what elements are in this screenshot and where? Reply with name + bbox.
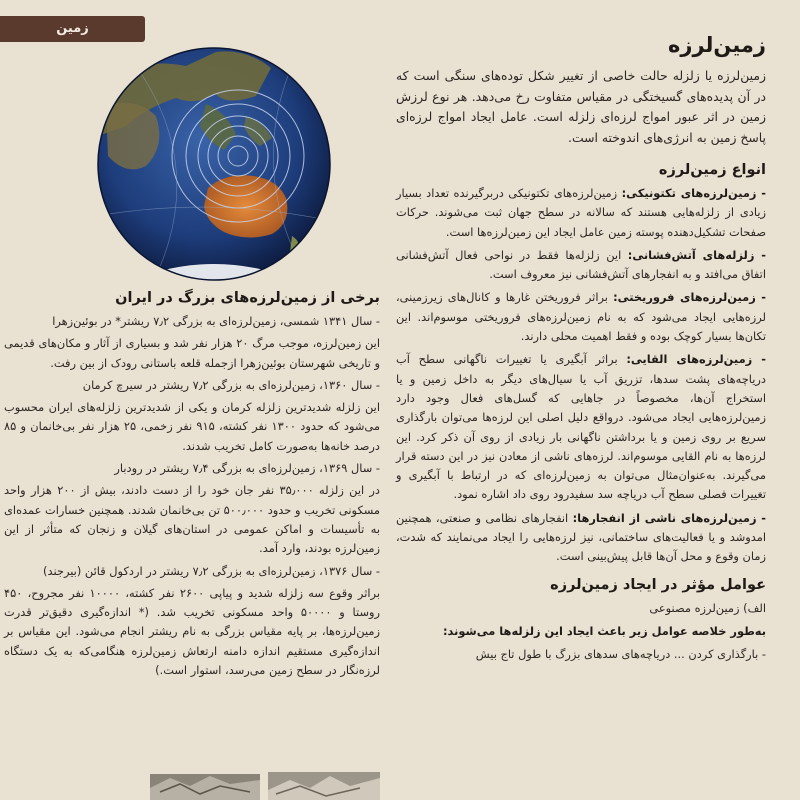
type-item-text: براثر فروریختن غارها و کانال‌های زیرزمینی، لرزه‌هایی ایجاد می‌شود که به نام زمین‌لرزه‌های فروریختی موسوم‌اند. این تکان‌ها بسیار کوچک بوده و فقط اهمیت محلی دارند. [396, 290, 766, 344]
iran-para: - سال ۱۳۶۰، زمین‌لرزه‌ای به بزرگی ۷٫۲ ریشتر در سیرچ کرمان [82, 377, 380, 392]
type-item-label: - زمین‌لرزه‌های القایی: [626, 352, 766, 367]
iran-para: - سال ۱۳۶۹، زمین‌لرزه‌ای به بزرگی ۷٫۴ ریشتر در رودبار [114, 461, 380, 476]
type-item [396, 288, 766, 346]
iran-para: - سال ۱۳۴۱ شمسی، زمین‌لرزه‌ای به بزرگی ۷٫۲ ریشتر* در بوئین‌زهرا [52, 314, 380, 328]
iran-earthquakes-column [4, 288, 380, 683]
types-heading: انواع زمین‌لرزه [658, 162, 766, 178]
type-item-label: - زمین‌لرزه‌های ناشی از انفجارها: [572, 510, 766, 525]
iran-para: این زمین‌لرزه، موجب مرگ ۲۰ هزار نفر شد و بسیاری از آثار و مکان‌های قدیمی و تاریخی شهرستان بوئین‌زهرا ازجمله قلعه باستانی رودک از بین رفت. [4, 336, 380, 370]
type-item-text: زمین‌لرزه‌های تکتونیکی دربرگیرنده تعداد بسیار زیادی از زلزله‌هایی هستند که سالانه در سطح جهان ثبت می‌شوند. حرکات صفحات تشکیل‌دهنده پوسته زمین عامل ایجاد این زمین‌لرزه‌ها است. [396, 186, 766, 239]
factors-heading: عوامل مؤثر در ایجاد زمین‌لرزه [550, 576, 766, 593]
type-item-text: انفجارهای نظامی و صنعتی، همچنین امدوشد و یا فعالیت‌های ساختمانی، نیز لرزه‌هایی را ایجاد می‌نمایند که شدت، زمان وقوع و محل آن‌ها قابل پیش‌بینی است. [396, 510, 766, 564]
type-item-label: - زمین‌لرزه‌های فروریختی: [613, 290, 767, 305]
section-tab: زمین [0, 16, 145, 42]
iran-para: در این زلزله ۳۵٫۰۰۰ نفر جان خود را از دست دادند، بیش از ۲۰۰ هزار واحد مسکونی تخریب و حدود ۵۰۰٫۰۰۰ تن بی‌خانمان شدند. همچنین خسارات عمده‌ای به تأسیسات و اماکن عمومی در استان‌های گیلان و زنجان که متأثر از این زمین‌لرزه بودند، وارد آمد. [4, 483, 380, 556]
factors-cut-line: - بارگذاری کردن ... دریاچه‌های سدهای بزرگ با طول تاج بیش [475, 647, 766, 662]
page-title: زمین‌لرزه [668, 33, 766, 57]
globe-illustration [96, 46, 332, 282]
iran-para: - سال ۱۳۷۶، زمین‌لرزه‌ای به بزرگی ۷٫۲ ریشتر در اردکول قائن (بیرجند) [43, 563, 380, 578]
main-column [396, 30, 766, 669]
type-item-label: - زمین‌لرزه‌های تکتونیکی: [621, 186, 766, 200]
type-item [396, 350, 766, 504]
type-item [396, 246, 766, 285]
ruins-photos [150, 770, 380, 800]
factors-sub: الف) زمین‌لرزه مصنوعی [649, 600, 766, 615]
intro-paragraph: زمین‌لرزه یا زلزله حالت خاصی از تغییر شکل توده‌های سنگی است که در آن پدیده‌های گسیختگی در مقیاس متفاوت رخ می‌دهد. هر نوع لرزش زمین در اثر عبور امواج لرزه‌ای زلزله است. عامل ایجاد امواج لرزه‌ای پاسخ زمین به انرژی‌های اندوخته است. [396, 68, 766, 145]
type-item-text: این زلزله‌ها فقط در نواحی فعال آتش‌فشانی اتفاق می‌افتد و به انفجارهای آتش‌فشانی نیز معروف است. [396, 247, 766, 282]
factors-summary [396, 622, 766, 641]
iran-para: این زلزله شدیدترین زلزله کرمان و یکی از شدیدترین زلزله‌های ایران محسوب می‌شود که حدود ۱۳۰۰ نفر کشته، ۹۱۵ نفر زخمی، ۲۵ هزار نفر بی‌خانمان و ۸۵ درصد خانه‌ها به‌صورت کامل تخریب شدند. [4, 400, 380, 453]
ruins-photo-icon [150, 770, 380, 800]
iran-heading: برخی از زمین‌لرزه‌های بزرگ در ایران [115, 290, 380, 306]
earth-globe-icon [96, 46, 332, 282]
type-item-label: - زلزله‌های آتش‌فشانی: [627, 247, 766, 262]
iran-para: براثر وقوع سه زلزله شدید و پیاپی ۲۶۰۰ نفر کشته، ۱۰۰۰۰ نفر مجروح، ۴۵۰ روستا و ۵۰۰۰۰ واحد مسکونی تخریب شد. (* اندازه‌گیری دقیق‌تر قدرت زمین‌لرزه‌ها، بر پایه مقیاس بزرگی به نام ریشتر انجام می‌شود. این مقیاس بر اندازه‌گیری مستقیم اندازه دامنه ارتعاش زمین‌لرزه هنگامی‌که به یک دستگاه لرزه‌نگار در سطح زمین می‌رسد، استوار است.) [4, 585, 380, 678]
type-item [396, 184, 766, 242]
type-item [396, 509, 766, 567]
type-item-text: براثر آبگیری یا تغییرات ناگهانی سطح آب دریاچه‌های پشت سدها، تزریق آب یا سیال‌های دیگر به داخل زمین و یا استخراج آن‌ها، مخصوصاً در جاهایی که گسل‌های فعال وجود دارد زمین‌لرزه‌هایی ایجاد می‌شود. درواقع دلیل اصلی این لرزه‌ها می‌توان بارگذاری سریع بر روی زمین و یا برداشتن ناگهانی بار زیادی از روی آن ذکر کرد. این لرزه‌ها به نام القایی موسوم‌اند. لرزه‌های ناشی از معادن نیز در این دسته قرار می‌گیرند. به‌عنوان‌مثال می‌توان به زمین‌لرزه‌ای که در ارتباط با آبگیری و تغییرات فصلی سطح آب دریاچه سد سفیدرود روی داد اشاره نمود. [396, 352, 766, 502]
factors-summary-text: به‌طور خلاصه عوامل زیر باعث ایجاد این زلزله‌ها می‌شوند: [442, 623, 766, 638]
